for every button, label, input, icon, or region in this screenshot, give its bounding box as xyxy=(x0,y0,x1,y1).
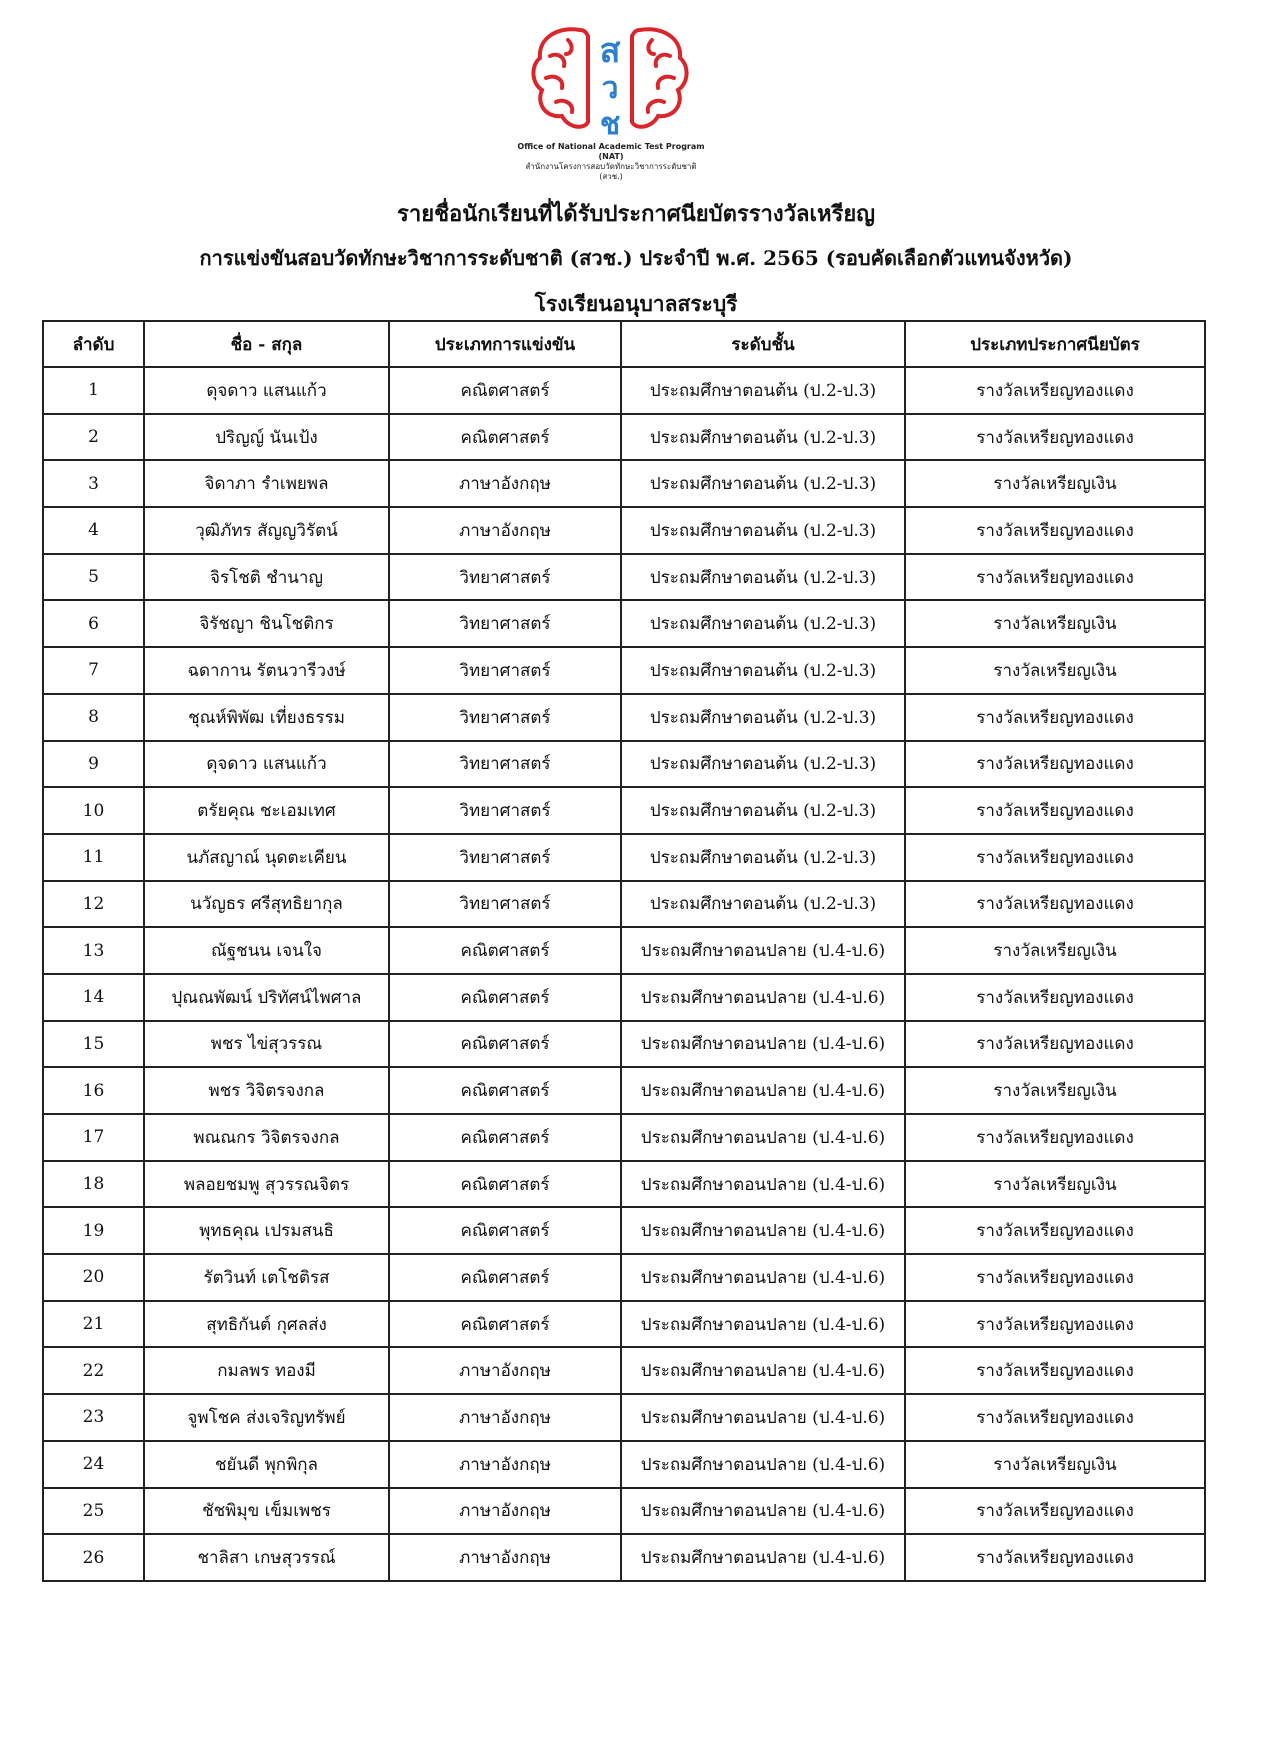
school-name: โรงเรียนอนุบาลสระบุรี xyxy=(534,291,738,316)
cell-name: รัตวินท์ เตโชติรส xyxy=(144,1254,389,1301)
cell-certificate-type: รางวัลเหรียญทองแดง xyxy=(905,974,1205,1021)
table-row xyxy=(43,741,1205,788)
cell-certificate-type: รางวัลเหรียญทองแดง xyxy=(905,834,1205,881)
table-row xyxy=(43,1067,1205,1114)
cell-certificate-type: รางวัลเหรียญเงิน xyxy=(905,647,1205,694)
cell-competition-type: คณิตศาสตร์ xyxy=(389,1021,621,1068)
cell-competition-type: วิทยาศาสตร์ xyxy=(389,554,621,601)
cell-competition-type: ภาษาอังกฤษ xyxy=(389,1534,621,1581)
cell-competition-type: คณิตศาสตร์ xyxy=(389,1161,621,1208)
cell-order: 21 xyxy=(43,1301,144,1348)
cell-competition-type: ภาษาอังกฤษ xyxy=(389,1347,621,1394)
cell-name: ชยันดี พุกพิกุล xyxy=(144,1441,389,1488)
table-row xyxy=(43,1534,1205,1581)
cell-order: 12 xyxy=(43,881,144,928)
table-row xyxy=(43,1254,1205,1301)
table-row xyxy=(43,554,1205,601)
table-row xyxy=(43,507,1205,554)
cell-name: ชุณห์พิพัฒ เที่ยงธรรม xyxy=(144,694,389,741)
cell-order: 16 xyxy=(43,1067,144,1114)
cell-name: ตรัยคุณ ชะเอมเทศ xyxy=(144,787,389,834)
cell-name: นภัสญาณ์ นุดตะเคียน xyxy=(144,834,389,881)
cell-order: 11 xyxy=(43,834,144,881)
cell-order: 2 xyxy=(43,414,144,461)
table-row xyxy=(43,974,1205,1021)
cell-name: พณณกร วิจิตรจงกล xyxy=(144,1114,389,1161)
cell-grade-level: ประถมศึกษาตอนต้น (ป.2-ป.3) xyxy=(621,647,905,694)
cell-competition-type: คณิตศาสตร์ xyxy=(389,974,621,1021)
cell-certificate-type: รางวัลเหรียญทองแดง xyxy=(905,694,1205,741)
cell-grade-level: ประถมศึกษาตอนต้น (ป.2-ป.3) xyxy=(621,460,905,507)
table-row xyxy=(43,881,1205,928)
cell-grade-level: ประถมศึกษาตอนปลาย (ป.4-ป.6) xyxy=(621,1347,905,1394)
cell-grade-level: ประถมศึกษาตอนปลาย (ป.4-ป.6) xyxy=(621,1207,905,1254)
cell-competition-type: วิทยาศาสตร์ xyxy=(389,647,621,694)
cell-order: 9 xyxy=(43,741,144,788)
cell-name: ณัฐชนน เจนใจ xyxy=(144,927,389,974)
cell-name: ชัชพิมุข เข็มเพชร xyxy=(144,1488,389,1535)
cell-certificate-type: รางวัลเหรียญทองแดง xyxy=(905,367,1205,414)
cell-certificate-type: รางวัลเหรียญทองแดง xyxy=(905,414,1205,461)
cell-competition-type: วิทยาศาสตร์ xyxy=(389,600,621,647)
cell-competition-type: ภาษาอังกฤษ xyxy=(389,1441,621,1488)
logo-letter-1: ส xyxy=(599,31,621,71)
cell-competition-type: คณิตศาสตร์ xyxy=(389,1067,621,1114)
cell-grade-level: ประถมศึกษาตอนต้น (ป.2-ป.3) xyxy=(621,741,905,788)
cell-grade-level: ประถมศึกษาตอนปลาย (ป.4-ป.6) xyxy=(621,1488,905,1535)
cell-grade-level: ประถมศึกษาตอนต้น (ป.2-ป.3) xyxy=(621,600,905,647)
header-order: ลำดับ xyxy=(43,321,144,367)
cell-name: ปุณณพัฒน์ ปริทัศน์ไพศาล xyxy=(144,974,389,1021)
cell-competition-type: ภาษาอังกฤษ xyxy=(389,1488,621,1535)
cell-grade-level: ประถมศึกษาตอนต้น (ป.2-ป.3) xyxy=(621,787,905,834)
cell-certificate-type: รางวัลเหรียญทองแดง xyxy=(905,1021,1205,1068)
cell-order: 17 xyxy=(43,1114,144,1161)
cell-order: 18 xyxy=(43,1161,144,1208)
cell-order: 15 xyxy=(43,1021,144,1068)
cell-certificate-type: รางวัลเหรียญเงิน xyxy=(905,1161,1205,1208)
cell-name: พชร วิจิตรจงกล xyxy=(144,1067,389,1114)
cell-grade-level: ประถมศึกษาตอนต้น (ป.2-ป.3) xyxy=(621,367,905,414)
table-row xyxy=(43,1441,1205,1488)
cell-name: กมลพร ทองมี xyxy=(144,1347,389,1394)
cell-name: วุฒิภัทร สัญญวิรัตน์ xyxy=(144,507,389,554)
cell-certificate-type: รางวัลเหรียญทองแดง xyxy=(905,1394,1205,1441)
cell-order: 23 xyxy=(43,1394,144,1441)
cell-certificate-type: รางวัลเหรียญเงิน xyxy=(905,1067,1205,1114)
cell-competition-type: ภาษาอังกฤษ xyxy=(389,507,621,554)
cell-competition-type: ภาษาอังกฤษ xyxy=(389,1394,621,1441)
cell-order: 5 xyxy=(43,554,144,601)
table-row xyxy=(43,1021,1205,1068)
cell-grade-level: ประถมศึกษาตอนต้น (ป.2-ป.3) xyxy=(621,834,905,881)
cell-certificate-type: รางวัลเหรียญทองแดง xyxy=(905,881,1205,928)
cell-certificate-type: รางวัลเหรียญทองแดง xyxy=(905,1534,1205,1581)
cell-grade-level: ประถมศึกษาตอนปลาย (ป.4-ป.6) xyxy=(621,1067,905,1114)
cell-certificate-type: รางวัลเหรียญทองแดง xyxy=(905,741,1205,788)
cell-order: 19 xyxy=(43,1207,144,1254)
cell-name: ชาลิสา เกษสุวรรณ์ xyxy=(144,1534,389,1581)
cell-order: 26 xyxy=(43,1534,144,1581)
cell-order: 10 xyxy=(43,787,144,834)
cell-grade-level: ประถมศึกษาตอนปลาย (ป.4-ป.6) xyxy=(621,1021,905,1068)
cell-name: จิดาภา รำเพยพล xyxy=(144,460,389,507)
cell-certificate-type: รางวัลเหรียญทองแดง xyxy=(905,787,1205,834)
cell-order: 4 xyxy=(43,507,144,554)
table-row xyxy=(43,1394,1205,1441)
cell-name: พลอยชมพู สุวรรณจิตร xyxy=(144,1161,389,1208)
table-row xyxy=(43,1488,1205,1535)
cell-order: 14 xyxy=(43,974,144,1021)
cell-grade-level: ประถมศึกษาตอนปลาย (ป.4-ป.6) xyxy=(621,1114,905,1161)
cell-order: 20 xyxy=(43,1254,144,1301)
header-grade-level: ระดับชั้น xyxy=(621,321,905,367)
cell-certificate-type: รางวัลเหรียญทองแดง xyxy=(905,1488,1205,1535)
cell-grade-level: ประถมศึกษาตอนต้น (ป.2-ป.3) xyxy=(621,694,905,741)
cell-order: 13 xyxy=(43,927,144,974)
cell-grade-level: ประถมศึกษาตอนต้น (ป.2-ป.3) xyxy=(621,881,905,928)
cell-name: พุทธคุณ เปรมสนธิ xyxy=(144,1207,389,1254)
cell-order: 22 xyxy=(43,1347,144,1394)
table-row xyxy=(43,414,1205,461)
cell-order: 25 xyxy=(43,1488,144,1535)
cell-certificate-type: รางวัลเหรียญทองแดง xyxy=(905,1301,1205,1348)
cell-competition-type: คณิตศาสตร์ xyxy=(389,1207,621,1254)
cell-order: 7 xyxy=(43,647,144,694)
cell-name: ปริญญ์ นันเป้ง xyxy=(144,414,389,461)
cell-competition-type: คณิตศาสตร์ xyxy=(389,414,621,461)
cell-competition-type: วิทยาศาสตร์ xyxy=(389,787,621,834)
document-title: รายชื่อนักเรียนที่ได้รับประกาศนียบัตรรางวัลเหรียญ xyxy=(397,201,875,227)
table-row xyxy=(43,600,1205,647)
cell-competition-type: วิทยาศาสตร์ xyxy=(389,694,621,741)
table-row xyxy=(43,1114,1205,1161)
cell-certificate-type: รางวัลเหรียญทองแดง xyxy=(905,1114,1205,1161)
cell-certificate-type: รางวัลเหรียญทองแดง xyxy=(905,507,1205,554)
logo-letter-2: ว xyxy=(601,71,619,106)
results-table xyxy=(42,320,1206,1582)
cell-name: ฉดากาน รัตนวารีวงษ์ xyxy=(144,647,389,694)
cell-grade-level: ประถมศึกษาตอนปลาย (ป.4-ป.6) xyxy=(621,1254,905,1301)
cell-grade-level: ประถมศึกษาตอนปลาย (ป.4-ป.6) xyxy=(621,1394,905,1441)
cell-certificate-type: รางวัลเหรียญทองแดง xyxy=(905,1207,1205,1254)
cell-competition-type: คณิตศาสตร์ xyxy=(389,1301,621,1348)
cell-grade-level: ประถมศึกษาตอนปลาย (ป.4-ป.6) xyxy=(621,1534,905,1581)
cell-name: พชร ไข่สุวรรณ xyxy=(144,1021,389,1068)
cell-grade-level: ประถมศึกษาตอนปลาย (ป.4-ป.6) xyxy=(621,927,905,974)
cell-order: 6 xyxy=(43,600,144,647)
cell-name: จิรโชติ ชำนาญ xyxy=(144,554,389,601)
table-row xyxy=(43,694,1205,741)
cell-certificate-type: รางวัลเหรียญทองแดง xyxy=(905,1347,1205,1394)
cell-certificate-type: รางวัลเหรียญทองแดง xyxy=(905,1254,1205,1301)
cell-grade-level: ประถมศึกษาตอนปลาย (ป.4-ป.6) xyxy=(621,1441,905,1488)
cell-grade-level: ประถมศึกษาตอนปลาย (ป.4-ป.6) xyxy=(621,974,905,1021)
cell-competition-type: คณิตศาสตร์ xyxy=(389,1254,621,1301)
document-subtitle: การแข่งขันสอบวัดทักษะวิชาการระดับชาติ (สวช.) ประจำปี พ.ศ. 2565 (รอบคัดเลือกตัวแทนจังหวัด) xyxy=(199,246,1073,270)
cell-competition-type: คณิตศาสตร์ xyxy=(389,367,621,414)
cell-name: ดุจดาว แสนแก้ว xyxy=(144,741,389,788)
cell-competition-type: วิทยาศาสตร์ xyxy=(389,741,621,788)
cell-grade-level: ประถมศึกษาตอนต้น (ป.2-ป.3) xyxy=(621,414,905,461)
cell-grade-level: ประถมศึกษาตอนปลาย (ป.4-ป.6) xyxy=(621,1301,905,1348)
cell-competition-type: คณิตศาสตร์ xyxy=(389,927,621,974)
cell-order: 3 xyxy=(43,460,144,507)
cell-grade-level: ประถมศึกษาตอนต้น (ป.2-ป.3) xyxy=(621,507,905,554)
table-row xyxy=(43,367,1205,414)
table-header-row xyxy=(43,321,1205,367)
table-row xyxy=(43,927,1205,974)
table-row xyxy=(43,647,1205,694)
cell-competition-type: ภาษาอังกฤษ xyxy=(389,460,621,507)
table-row xyxy=(43,834,1205,881)
cell-grade-level: ประถมศึกษาตอนปลาย (ป.4-ป.6) xyxy=(621,1161,905,1208)
header-competition-type: ประเภทการแข่งขัน xyxy=(389,321,621,367)
cell-competition-type: วิทยาศาสตร์ xyxy=(389,881,621,928)
cell-name: สุทธิกันต์ กุศลส่ง xyxy=(144,1301,389,1348)
cell-name: จูพโชค ส่งเจริญทรัพย์ xyxy=(144,1394,389,1441)
cell-certificate-type: รางวัลเหรียญทองแดง xyxy=(905,554,1205,601)
table-body xyxy=(43,367,1205,1581)
table-row xyxy=(43,1301,1205,1348)
cell-competition-type: คณิตศาสตร์ xyxy=(389,1114,621,1161)
cell-order: 24 xyxy=(43,1441,144,1488)
table-row xyxy=(43,1207,1205,1254)
header-name: ชื่อ - สกุล xyxy=(144,321,389,367)
table-row xyxy=(43,1161,1205,1208)
cell-name: นวัญธร ศรีสุทธิยากุล xyxy=(144,881,389,928)
logo-letter-3: ช xyxy=(599,107,621,142)
cell-certificate-type: รางวัลเหรียญเงิน xyxy=(905,600,1205,647)
table-row xyxy=(43,787,1205,834)
logo-caption-english: Office of National Academic Test Program (NAT) xyxy=(517,142,705,161)
header-certificate-type: ประเภทประกาศนียบัตร xyxy=(905,321,1205,367)
logo-caption-thai: สำนักงานโครงการสอบวัดทักษะวิชาการระดับชาติ (สวช.) xyxy=(525,162,697,181)
cell-certificate-type: รางวัลเหรียญเงิน xyxy=(905,927,1205,974)
logo-caption xyxy=(516,142,706,182)
cell-certificate-type: รางวัลเหรียญเงิน xyxy=(905,1441,1205,1488)
cell-order: 1 xyxy=(43,367,144,414)
cell-order: 8 xyxy=(43,694,144,741)
table-row xyxy=(43,460,1205,507)
cell-grade-level: ประถมศึกษาตอนต้น (ป.2-ป.3) xyxy=(621,554,905,601)
cell-competition-type: วิทยาศาสตร์ xyxy=(389,834,621,881)
cell-name: ดุจดาว แสนแก้ว xyxy=(144,367,389,414)
cell-certificate-type: รางวัลเหรียญเงิน xyxy=(905,460,1205,507)
cell-name: จิรัชญา ชินโชติกร xyxy=(144,600,389,647)
table-row xyxy=(43,1347,1205,1394)
